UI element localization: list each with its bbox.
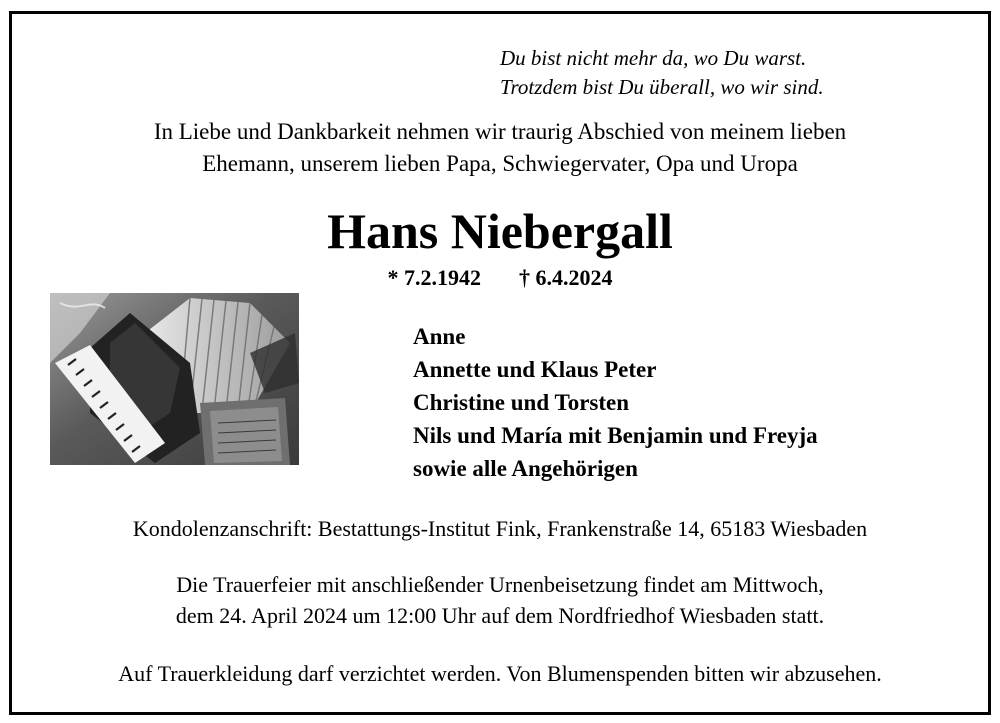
life-dates xyxy=(0,263,1000,293)
intro-line-2: Ehemann, unserem lieben Papa, Schwiegervater, Opa und Uropa xyxy=(202,151,798,176)
mourner-entry: Annette und Klaus Peter xyxy=(413,357,657,382)
memorial-quote xyxy=(500,44,940,102)
mourner-entry: Nils und María mit Benjamin und Freyja xyxy=(413,423,818,448)
intro-line-1: In Liebe und Dankbarkeit nehmen wir traurig Abschied von meinem lieben xyxy=(153,119,847,144)
farewell-intro xyxy=(0,116,1000,180)
birth-date: * 7.2.1942 xyxy=(387,265,481,290)
accordion-image xyxy=(50,293,299,465)
mourners-list xyxy=(413,320,818,485)
funeral-ceremony-info xyxy=(0,569,1000,631)
mourner-entry: Anne xyxy=(413,324,466,349)
mourner-entry: sowie alle Angehörigen xyxy=(413,456,638,481)
accordion-illustration xyxy=(50,293,299,465)
quote-line-1: Du bist nicht mehr da, wo Du warst. xyxy=(500,46,807,70)
ceremony-line-2: dem 24. April 2024 um 12:00 Uhr auf dem Nordfriedhof Wiesbaden statt. xyxy=(175,603,825,628)
condolence-address: Kondolenzanschrift: Bestattungs-Institut Fink, Frankenstraße 14, 65183 Wiesbaden xyxy=(132,516,868,541)
mourner-entry: Christine und Torsten xyxy=(413,390,630,415)
ceremony-line-1: Die Trauerfeier mit anschließender Urnenbeisetzung findet am Mittwoch, xyxy=(176,572,824,597)
dress-and-flowers-notice: Auf Trauerkleidung darf verzichtet werden. Von Blumenspenden bitten wir abzusehen. xyxy=(118,661,882,686)
deceased-name: Hans Niebergall xyxy=(327,203,673,259)
quote-line-2: Trotzdem bist Du überall, wo wir sind. xyxy=(500,75,824,99)
death-date: † 6.4.2024 xyxy=(519,265,613,290)
